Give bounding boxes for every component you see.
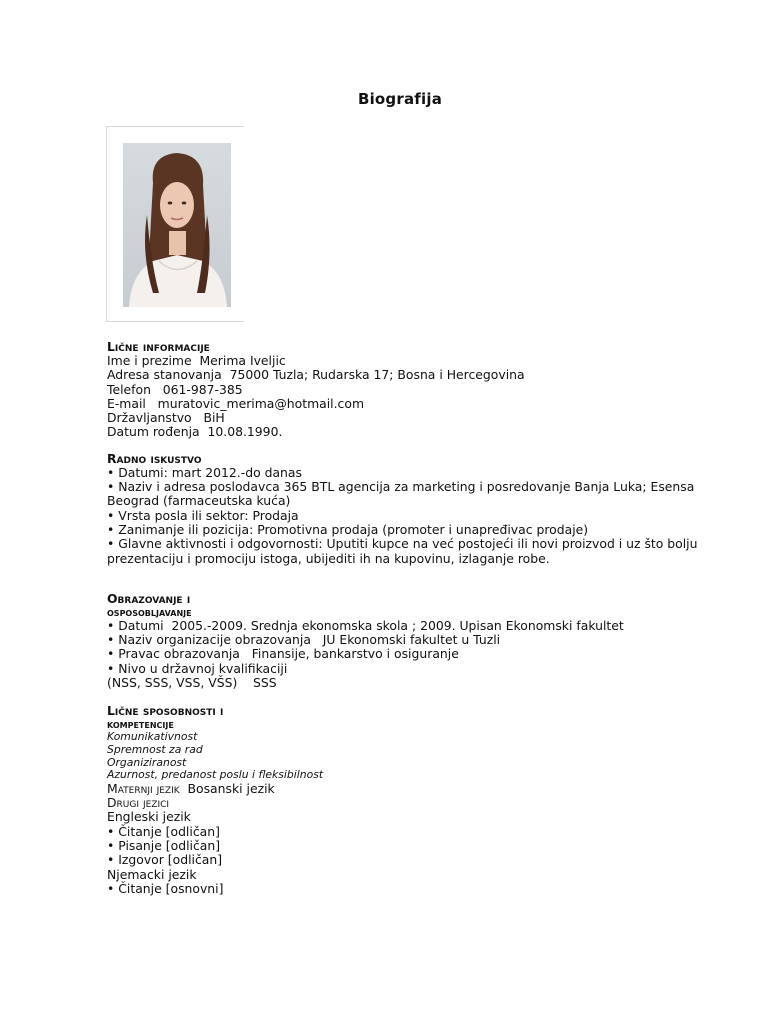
photo-frame — [106, 126, 244, 322]
personal-line: Ime i prezime Merima Iveljic — [107, 353, 286, 368]
personal-line: Telefon 061-987-385 — [107, 381, 243, 397]
education-line: • Naziv organizacije obrazovanja JU Ekonomski fakultet u Tuzli — [107, 632, 501, 648]
section-heading-skills-2: kompetencije — [107, 717, 174, 732]
cv-content — [107, 340, 707, 896]
language-skill-line: • Pisanje [odličan] — [107, 837, 221, 853]
education-line: • Pravac obrazovanja Finansije, bankarstvo i osiguranje — [107, 646, 459, 662]
section-heading-personal: Lične informacije — [107, 339, 210, 354]
education-line: • Nivo u državnoj kvalifikaciji — [107, 660, 288, 676]
work-line: • Zanimanje ili pozicija: Promotivna prodaja (promoter i unapređivac prodaje) — [107, 521, 589, 537]
section-heading-education: Obrazovanje i — [107, 590, 191, 606]
language-skill-line: • Izgovor [odličan] — [107, 852, 223, 868]
work-line: • Vrsta posla ili sektor: Prodaja — [107, 507, 299, 523]
skill-item: Organiziranost — [107, 755, 187, 769]
skill-item: Spremnost za rad — [107, 742, 203, 756]
language-skill-line: • Čitanje [odličan] — [107, 823, 220, 839]
mother-tongue-row — [107, 782, 707, 796]
mother-tongue-label: Maternji jezik — [107, 780, 180, 796]
education-line: • Datumi 2005.-2009. Srednja ekonomska skola ; 2009. Upisan Ekonomski fakultet — [107, 617, 624, 633]
language-german: Njemacki jezik — [107, 866, 197, 882]
skill-item: Azurnost, predanost poslu i fleksibilnost — [107, 768, 324, 782]
other-languages-label: Drugi jezici — [107, 795, 170, 811]
section-heading-skills: Lične sposobnosti i — [107, 703, 224, 719]
language-skill-line: • Čitanje [osnovni] — [107, 880, 224, 896]
profile-photo — [123, 143, 231, 307]
mother-tongue-value: Bosanski jezik — [179, 780, 275, 796]
personal-line: E-mail muratovic_merima@hotmail.com — [107, 395, 365, 411]
work-line: • Naziv i adresa poslodavca 365 BTL agencija za marketing i posredovanje Banja Luka; Esensa Beograd (farmaceutska kuća) — [107, 479, 695, 509]
work-line: • Glavne aktivnosti i odgovornosti: Uputiti kupce na već postojeći ili novi proizvod i uz što bolju prezentaciju i promociju istoga, ubijediti ih na kupovinu, izlaganje robe. — [107, 536, 698, 566]
education-line: (NSS, SSS, VSS, VŠS) SSS — [107, 675, 277, 691]
work-line: • Datumi: mart 2012.-do danas — [107, 464, 302, 480]
section-heading-education-2: osposobljavanje — [107, 604, 192, 619]
language-english: Engleski jezik — [107, 809, 191, 825]
personal-line: Adresa stanovanja 75000 Tuzla; Rudarska 17; Bosna i Hercegovina — [107, 367, 525, 383]
section-heading-work: Radno iskustvo — [107, 450, 202, 466]
personal-line: Državljanstvo BiH — [107, 410, 225, 426]
personal-line: Datum rođenja 10.08.1990. — [107, 424, 283, 440]
skill-item: Komunikativnost — [107, 730, 198, 744]
document-title: Biografija — [357, 90, 443, 108]
